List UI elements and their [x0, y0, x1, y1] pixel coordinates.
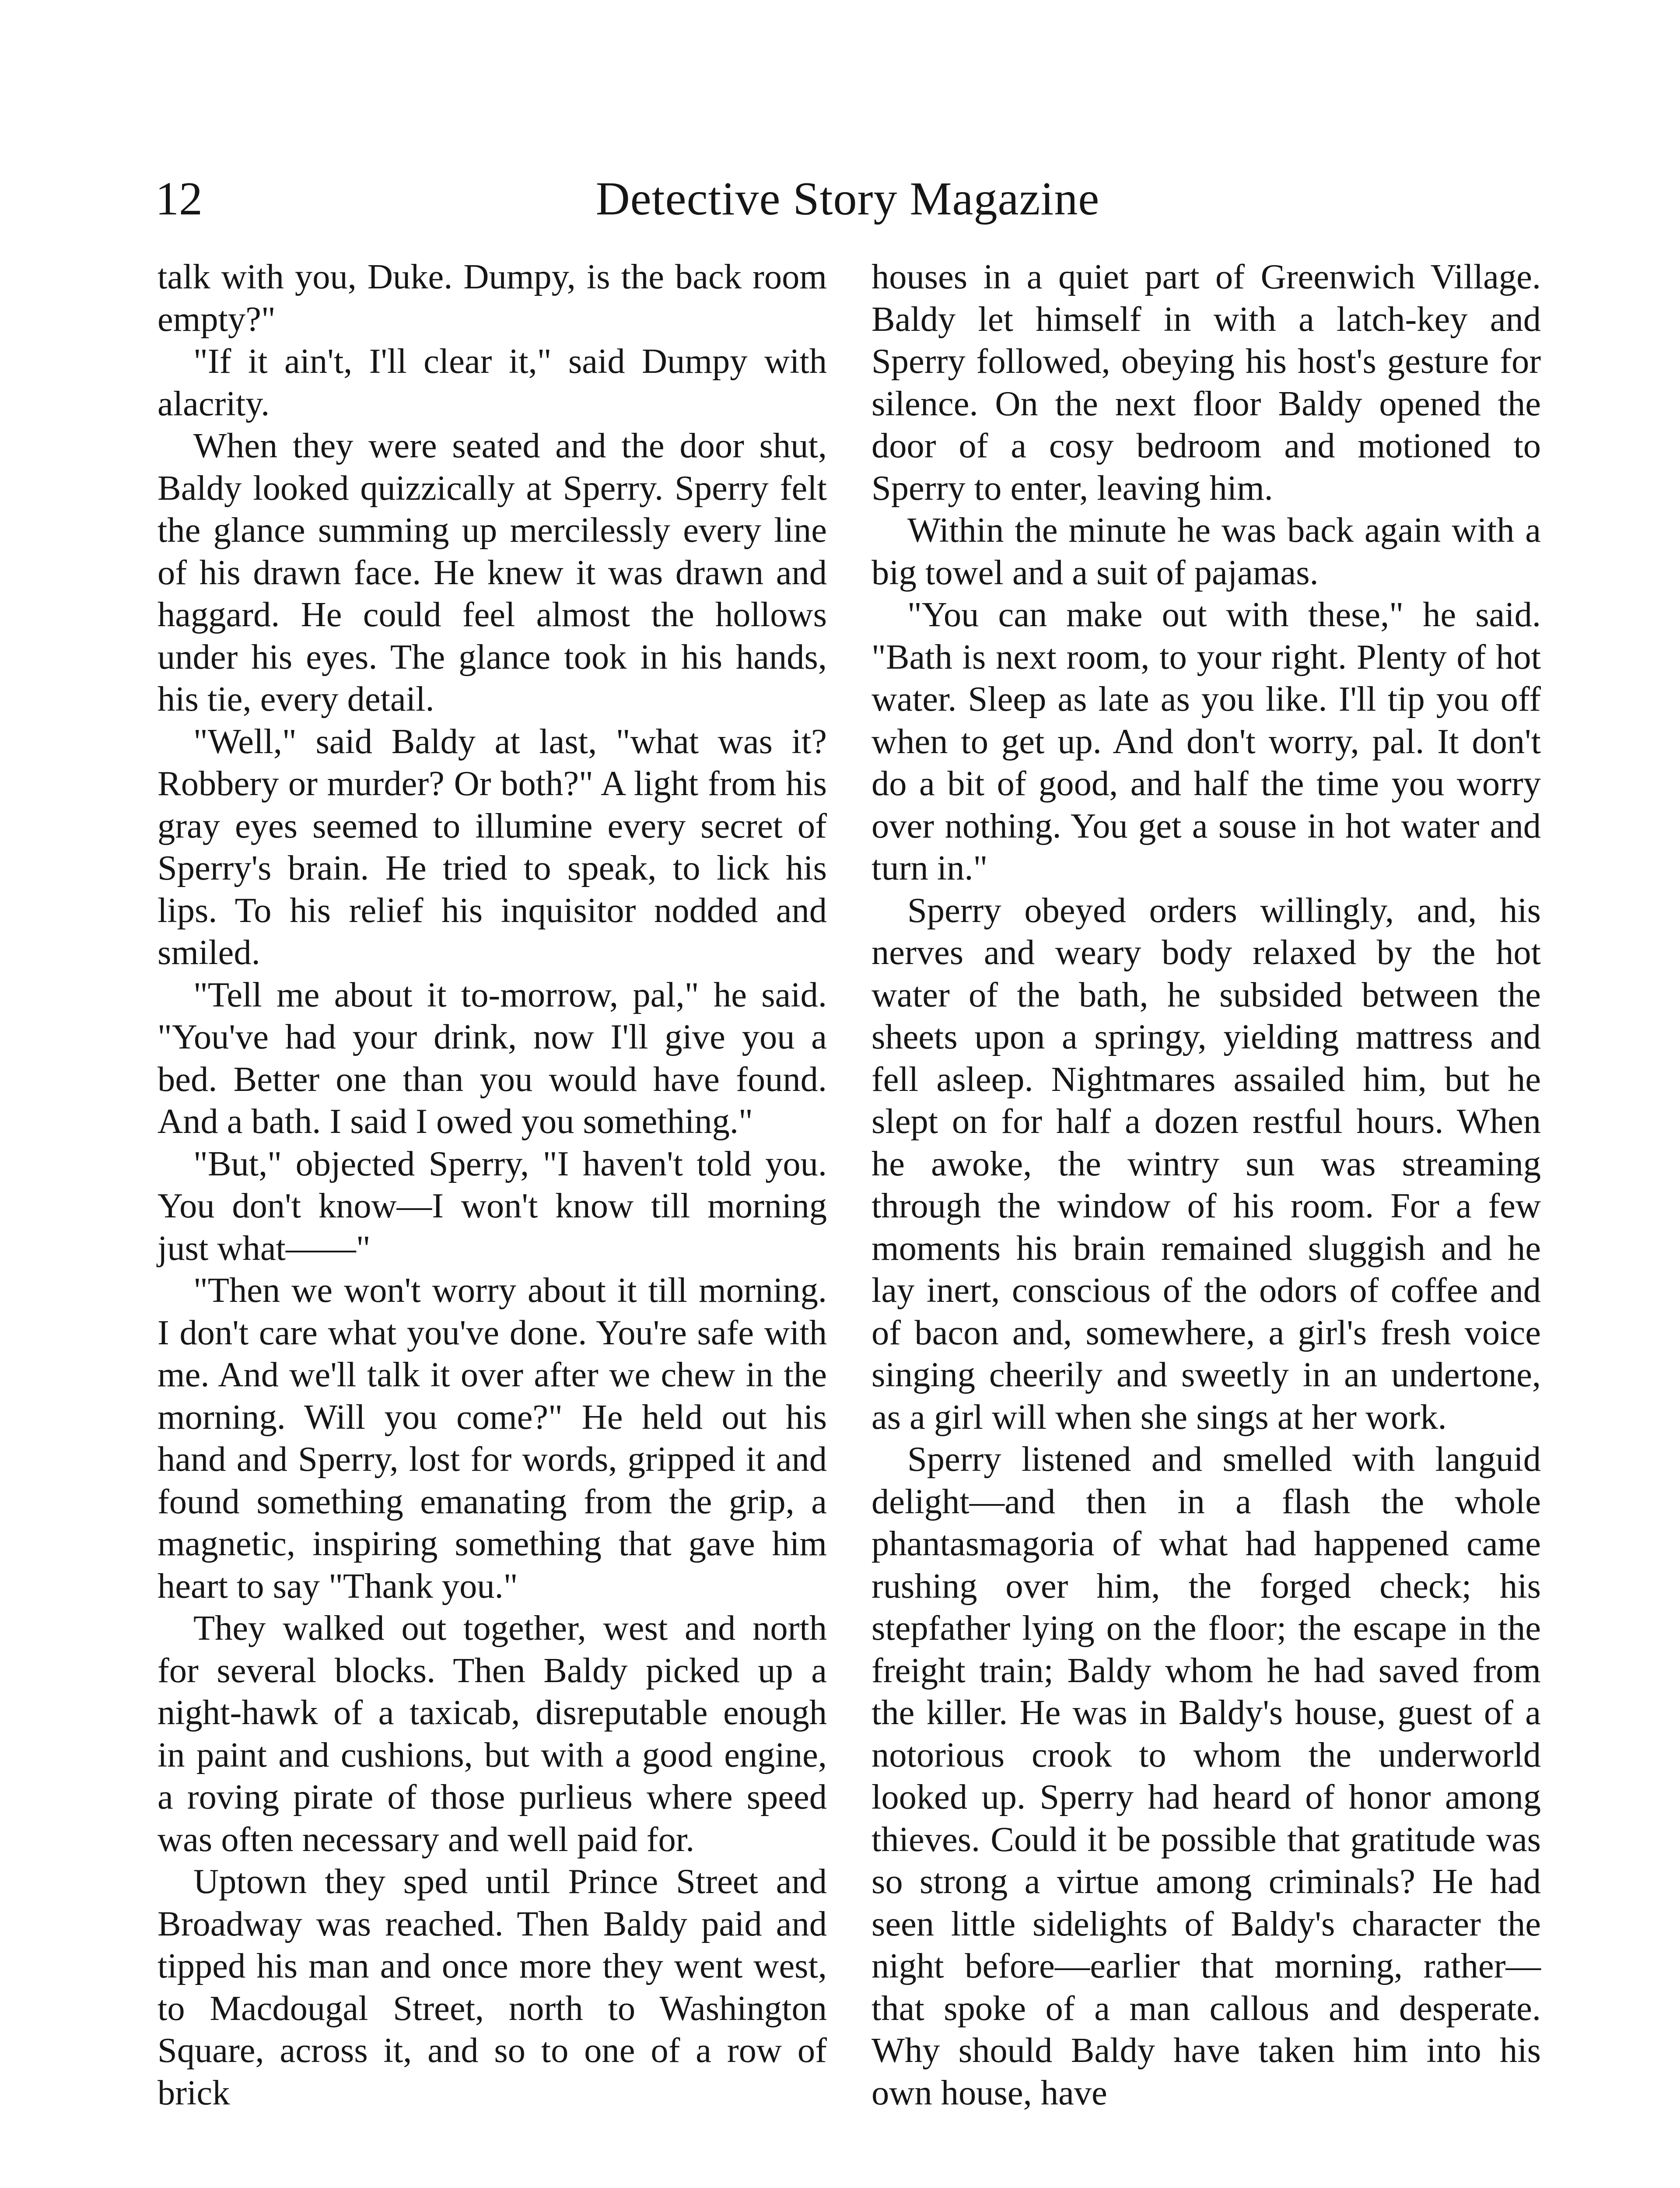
- paragraph: "If it ain't, I'll clear it," said Dumpy with alacrity.: [158, 342, 827, 423]
- paragraph: "Well," said Baldy at last, "what was it? Robbery or murder? Or both?" A light from his gray eyes seemed to illumine every secret of Sperry's brain. He tried to speak, to lick his lips. To his relief his inquisitor nodded and smiled.: [158, 722, 827, 972]
- paragraph: "But," objected Sperry, "I haven't told you. You don't know—I won't know till morning just what——": [158, 1144, 827, 1268]
- paragraph: Within the minute he was back again with a big towel and a suit of pajamas.: [872, 511, 1541, 592]
- paragraph: "Then we won't worry about it till morning. I don't care what you've done. You're safe with me. And we'll talk it over after we chew in the morning. Will you come?" He held out his hand and Sperry, lost for words, gripped it and found something emanating from the grip, a magnetic, inspiring something that gave him heart to say "Thank you.": [158, 1271, 827, 1606]
- left-column: [158, 256, 827, 2114]
- paragraph: houses in a quiet part of Greenwich Village. Baldy let himself in with a latch-key and Sperry followed, obeying his host's gesture for silence. On the next floor Baldy opened the door of a cosy bedroom and motioned to Sperry to enter, leaving him.: [872, 257, 1541, 508]
- paragraph: Sperry listened and smelled with languid delight—and then in a flash the whole phantasmagoria of what had happened came rushing over him, the forged check; his stepfather lying on the floor; the escape in the freight train; Baldy whom he had saved from the killer. He was in Baldy's house, guest of a notorious crook to whom the underworld looked up. Sperry had heard of honor among thieves. Could it be possible that gratitude was so strong a virtue among criminals? He had seen little sidelights of Baldy's character the night before—earlier that morning, rather—that spoke of a man callous and desperate. Why should Baldy have taken him into his own house, have: [872, 1440, 1541, 2112]
- paragraph: When they were seated and the door shut, Baldy looked quizzically at Sperry. Sperry felt the glance summing up mercilessly every line of his drawn face. He knew it was drawn and haggard. He could feel almost the hollows under his eyes. The glance took in his hands, his tie, every detail.: [158, 426, 827, 719]
- right-column: [872, 256, 1541, 2114]
- paragraph: "You can make out with these," he said. "Bath is next room, to your right. Plenty of hot water. Sleep as late as you like. I'll tip you off when to get up. And don't worry, pal. It don't do a bit of good, and half the time you worry over nothing. You get a souse in hot water and turn in.": [872, 595, 1541, 887]
- paragraph: talk with you, Duke. Dumpy, is the back room empty?": [158, 257, 827, 339]
- paragraph: Uptown they sped until Prince Street and Broadway was reached. Then Baldy paid and tipped his man and once more they went west, to Macdougal Street, north to Washington Square, across it, and so to one of a row of brick: [158, 1862, 827, 2112]
- paragraph: Sperry obeyed orders willingly, and, his nerves and weary body relaxed by the hot water of the bath, he subsided between the sheets upon a springy, yielding mattress and fell asleep. Nightmares assailed him, but he slept on for half a dozen restful hours. When he awoke, the wintry sun was streaming through the window of his room. For a few moments his brain remained sluggish and he lay inert, conscious of the odors of coffee and of bacon and, somewhere, a girl's fresh voice singing cheerily and sweetly in an undertone, as a girl will when she sings at her work.: [872, 891, 1541, 1437]
- magazine-title: Detective Story Magazine: [595, 173, 1100, 225]
- paragraph: They walked out together, west and north for several blocks. Then Baldy picked up a night-hawk of a taxicab, disreputable enough in paint and cushions, but with a good engine, a roving pirate of those purlieus where speed was often necessary and well paid for.: [158, 1609, 827, 1859]
- page-number: 12: [155, 173, 203, 225]
- paragraph: "Tell me about it to-morrow, pal," he said. "You've had your drink, now I'll give you a bed. Better one than you would have found. And a bath. I said I owed you something.": [158, 975, 827, 1141]
- page-header: [155, 166, 1540, 232]
